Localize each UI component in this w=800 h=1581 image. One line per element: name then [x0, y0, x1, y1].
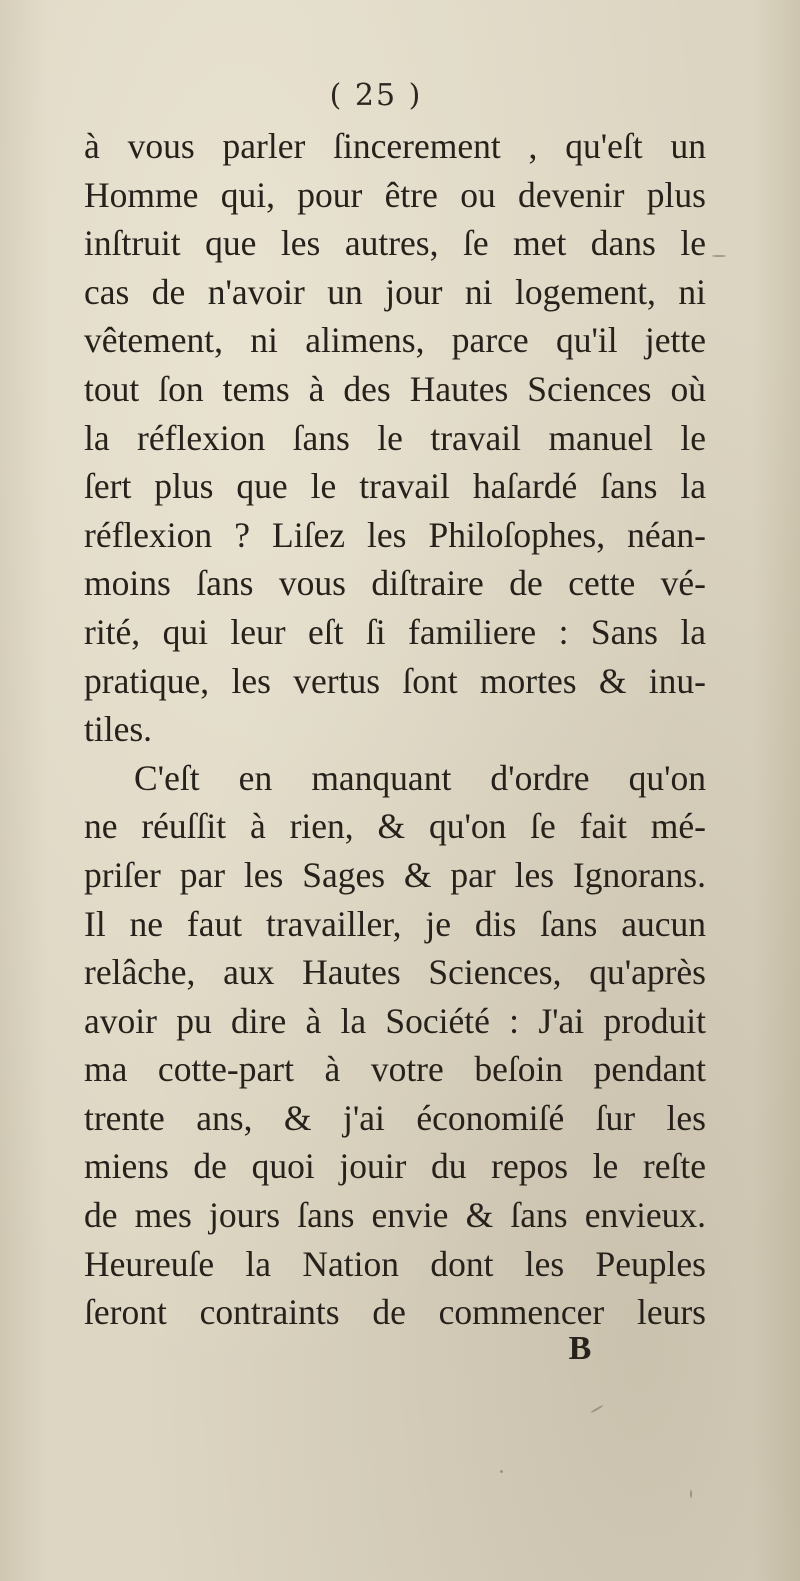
text-line: inſtruit que les autres, ſe met dans le	[84, 223, 706, 264]
paper-speck	[500, 1470, 503, 1473]
text-line: ſert plus que le travail haſardé ſans la	[84, 466, 706, 507]
paper-speck	[712, 255, 726, 257]
text-line: priſer par les Sages & par les Ignorans.	[84, 854, 706, 895]
text-line: tout ſon tems à des Hautes Sciences où	[84, 368, 706, 409]
text-line: tiles.	[84, 709, 153, 750]
text-line: de mes jours ſans envie & ſans envieux.	[84, 1195, 706, 1236]
text-line: ma cotte-part à votre beſoin pendant	[84, 1049, 706, 1090]
text-line: moins ſans vous diſtraire de cette vé-	[84, 563, 706, 604]
text-line: la réflexion ſans le travail manuel le	[84, 417, 706, 458]
text-line: ſeront contraints de commencer leurs	[84, 1292, 706, 1333]
text-line: vêtement, ni alimens, parce qu'il jette	[84, 320, 706, 361]
text-line: miens de quoi jouir du repos le reſte	[84, 1146, 706, 1187]
signature-mark: B	[568, 1330, 592, 1367]
text-line: relâche, aux Hautes Sciences, qu'après	[84, 952, 706, 993]
text-line: Il ne faut travailler, je dis ſans aucun	[84, 903, 706, 944]
paragraph-start-line: C'eſt en manquant d'ordre qu'on	[134, 757, 706, 798]
text-line: cas de n'avoir un jour ni logement, ni	[84, 271, 706, 312]
text-line: rité, qui leur eſt ſi familiere : Sans la	[84, 611, 706, 652]
body-text	[84, 122, 706, 1337]
page-number: ( 25 )	[329, 78, 423, 113]
text-line: à vous parler ſincerement , qu'eſt un	[84, 126, 706, 166]
paper-speck	[690, 1490, 692, 1498]
text-line: pratique, les vertus ſont mortes & inu-	[84, 660, 706, 701]
text-line: ne réuſſit à rien, & qu'on ſe fait mé-	[84, 806, 706, 847]
paper-speck	[590, 1405, 603, 1414]
text-line: trente ans, & j'ai économiſé ſur les	[84, 1097, 706, 1138]
text-line: réflexion ? Liſez les Philoſophes, néan-	[84, 514, 706, 555]
text-line: Homme qui, pour être ou devenir plus	[84, 174, 706, 215]
text-line: avoir pu dire à la Société : J'ai produit	[84, 1000, 706, 1041]
text-line: Heureuſe la Nation dont les Peuples	[84, 1243, 706, 1284]
